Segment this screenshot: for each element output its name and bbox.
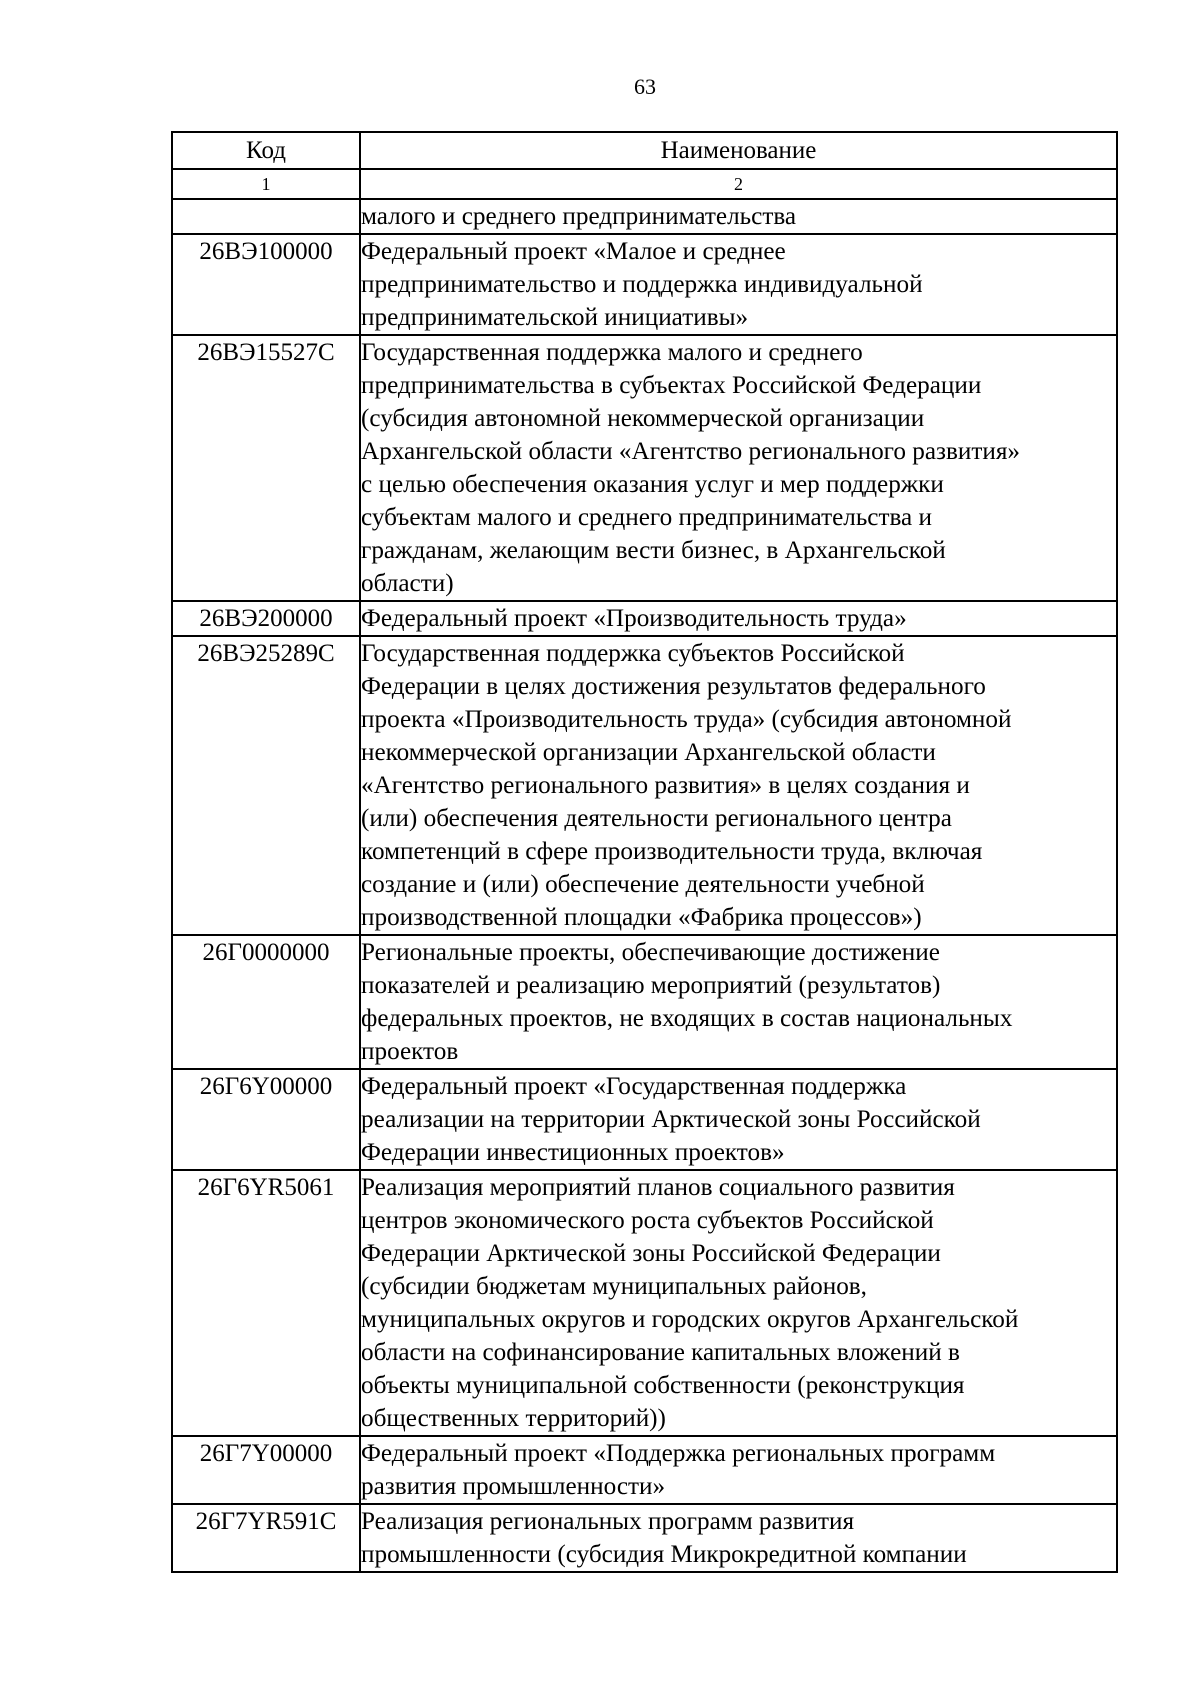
header-code: Код (172, 132, 360, 169)
row-name-line: Архангельской области «Агентство регионального развития» (361, 438, 1021, 465)
row-name-line: показателей и реализацию мероприятий (результатов) (361, 972, 941, 999)
row-name-line: создание и (или) обеспечение деятельности учебной (361, 871, 925, 898)
header-name: Наименование (360, 132, 1117, 169)
row-name-line: «Агентство регионального развития» в целях создания и (361, 772, 970, 799)
row-code: 26Г6Y00000 (172, 1069, 360, 1170)
row-name-line: Региональные проекты, обеспечивающие достижение (361, 939, 940, 966)
row-name-line: области) (361, 570, 454, 597)
table-row (172, 335, 1117, 601)
row-name-line: (субсидия автономной некоммерческой организации (361, 405, 925, 432)
row-name-line: производственной площадки «Фабрика процессов») (361, 904, 922, 931)
row-code (172, 199, 360, 234)
table-row (172, 601, 1117, 636)
row-name-line: Федерации инвестиционных проектов» (361, 1139, 785, 1166)
row-name-line: общественных территорий)) (361, 1405, 666, 1432)
row-name-line: Федеральный проект «Малое и среднее (361, 238, 786, 265)
row-name-line: промышленности (субсидия Микрокредитной компании (361, 1541, 967, 1568)
row-name-line: субъектам малого и среднего предпринимательства и (361, 504, 933, 531)
row-name (360, 234, 1117, 335)
row-name-line: некоммерческой организации Архангельской области (361, 739, 936, 766)
column-number-2: 2 (360, 169, 1117, 199)
row-name-line: Реализация региональных программ развития (361, 1508, 855, 1535)
row-name-line: предпринимательства в субъектах Российской Федерации (361, 372, 982, 399)
row-name-line: (субсидии бюджетам муниципальных районов, (361, 1273, 867, 1300)
row-name (360, 1436, 1117, 1504)
row-name (360, 1170, 1117, 1436)
row-code: 26Г7Y00000 (172, 1436, 360, 1504)
table-row (172, 935, 1117, 1069)
row-name-line: Реализация мероприятий планов социального развития (361, 1174, 955, 1201)
row-name (360, 199, 1117, 234)
table-row (172, 1504, 1117, 1572)
row-name-line: предпринимательство и поддержка индивидуальной (361, 271, 923, 298)
row-name-line: Федерации Арктической зоны Российской Федерации (361, 1240, 941, 1267)
row-name-line: гражданам, желающим вести бизнес, в Архангельской (361, 537, 946, 564)
table-row (172, 1069, 1117, 1170)
row-name-line: малого и среднего предпринимательства (361, 203, 797, 230)
table-row (172, 636, 1117, 935)
row-name-line: Государственная поддержка малого и среднего (361, 339, 863, 366)
row-name-line: проектов (361, 1038, 459, 1065)
row-code: 26ВЭ15527С (172, 335, 360, 601)
row-name (360, 636, 1117, 935)
row-code: 26Г0000000 (172, 935, 360, 1069)
table-row (172, 234, 1117, 335)
row-code: 26Г6YR5061 (172, 1170, 360, 1436)
row-name-line: федеральных проектов, не входящих в состав национальных (361, 1005, 1013, 1032)
row-name-line: (или) обеспечения деятельности регионального центра (361, 805, 952, 832)
row-name-line: Федеральный проект «Производительность труда» (361, 605, 907, 632)
row-name (360, 1069, 1117, 1170)
row-name-line: центров экономического роста субъектов Российской (361, 1207, 934, 1234)
header-row (172, 132, 1117, 169)
row-code: 26Г7YR591С (172, 1504, 360, 1572)
row-name-line: компетенций в сфере производительности труда, включая (361, 838, 983, 865)
table-row (172, 199, 1117, 234)
row-name-line: области на софинансирование капитальных вложений в (361, 1339, 960, 1366)
table-body (172, 132, 1117, 1572)
budget-code-table (171, 131, 1118, 1573)
row-code: 26ВЭ25289С (172, 636, 360, 935)
row-name (360, 1504, 1117, 1572)
row-code: 26ВЭ100000 (172, 234, 360, 335)
column-number-1: 1 (172, 169, 360, 199)
row-name-line: Федеральный проект «Государственная поддержка (361, 1073, 907, 1100)
row-name-line: с целью обеспечения оказания услуг и мер поддержки (361, 471, 944, 498)
row-name-line: Федеральный проект «Поддержка региональных программ (361, 1440, 996, 1467)
table-row (172, 1436, 1117, 1504)
row-name-line: Государственная поддержка субъектов Российской (361, 640, 905, 667)
page-number: 63 (634, 74, 656, 99)
row-name-line: проекта «Производительность труда» (субсидия автономной (361, 706, 1012, 733)
column-number-row (172, 169, 1117, 199)
row-name-line: Федерации в целях достижения результатов федерального (361, 673, 986, 700)
row-name (360, 935, 1117, 1069)
row-name (360, 335, 1117, 601)
table-row (172, 1170, 1117, 1436)
row-name-line: развития промышленности» (361, 1473, 666, 1500)
row-name-line: предпринимательской инициативы» (361, 304, 749, 331)
row-name-line: объекты муниципальной собственности (реконструкция (361, 1372, 965, 1399)
row-name-line: реализации на территории Арктической зоны Российской (361, 1106, 981, 1133)
row-name-line: муниципальных округов и городских округов Архангельской (361, 1306, 1019, 1333)
row-code: 26ВЭ200000 (172, 601, 360, 636)
row-name (360, 601, 1117, 636)
